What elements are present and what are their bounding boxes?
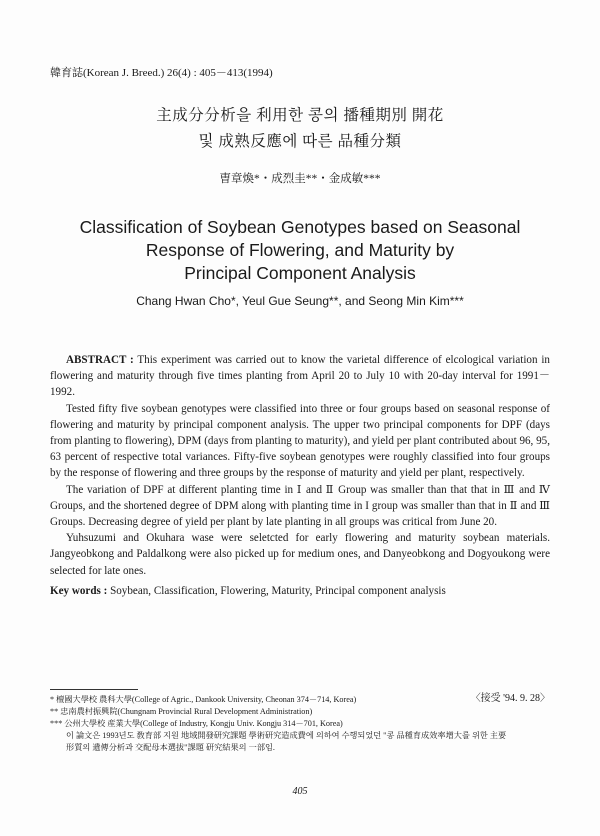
- keywords: [50, 583, 550, 599]
- keywords-text: Soybean, Classification, Flowering, Maturity, Principal component analysis: [107, 584, 446, 597]
- english-title-line-2: Response of Flowering, and Maturity by: [145, 240, 455, 260]
- korean-title-line-1: 主成分分析을 利用한 콩의 播種期別 開花: [156, 107, 444, 124]
- footnote-4-line-2: 形質의 遺傳分析과 交配母本選拔"課題 研究結果의 一部임.: [66, 743, 275, 752]
- english-title: [0, 216, 600, 285]
- english-title-line-1: Classification of Soybean Genotypes based on Seasonal: [79, 217, 521, 237]
- abstract-paragraph-4: Yuhsuzumi and Okuhara wase were seletcted for early flowering and maturity soybean materials. Jangyeobkong and Paldalkong were also picked up for medium ones, and Danyeobkong and Dogyoukong were selected for late ones.: [50, 532, 550, 577]
- footnote-1: [50, 694, 560, 706]
- footnote-1-text: * 檀國大學校 農科大學(College of Agric., Dankook University, Cheonan 374－714, Korea): [50, 695, 357, 704]
- abstract-paragraph-2: Tested fifty five soybean genotypes were classified into three or four groups based on seasonal response of flowering and maturity by principal component analysis. The upper two principal components for DPF (days from planting to flowering), DPM (days from planting to maturity), and yield per plant contributed about 96, 95, 63 percent of respective total variances. Fifty-five soybean genotypes were roughly classified into four groups by the response of flowering and three groups by the response of maturity and yield per plant, respectively.: [50, 402, 550, 480]
- abstract-paragraph-1: [50, 352, 550, 401]
- english-title-line-3: Principal Component Analysis: [184, 263, 416, 283]
- page-number: 405: [292, 786, 308, 797]
- korean-authors: 曺章煥*・成烈圭**・金成敏***: [219, 173, 381, 185]
- footnotes: [50, 694, 560, 754]
- keywords-label: Key words :: [50, 584, 108, 597]
- english-authors: Chang Hwan Cho*, Yeul Gue Seung**, and Seong Min Kim***: [136, 294, 464, 308]
- korean-title-line-2: 및 成熟反應에 따른 品種分類: [198, 133, 402, 150]
- footnote-3: *** 公州大學校 産業大學(College of Industry, Kongju Univ. Kongju 314－701, Korea): [50, 719, 343, 728]
- footnote-divider: [50, 689, 138, 690]
- abstract-text-1: This experiment was carried out to know the varietal difference of elcological variation in flowering and maturity through five times planting from April 20 to July 10 with 20-day interval for 1991－1992.: [50, 354, 550, 399]
- abstract-paragraph-3: The variation of DPF at different planting time in Ⅰ and Ⅱ Group was smaller than that that in Ⅲ and Ⅳ Groups, and the shortened degree of DPM along with planting time in I group was smaller than that in Ⅱ and Ⅲ Groups. Decreasing degree of yield per plant by late planting in all groups was critical from June 20.: [50, 483, 550, 529]
- received-date: 〈接受 '94. 9. 28〉: [470, 693, 550, 704]
- footnote-4-line-1: 이 論文은 1993년도 敎育部 지원 地域開發研究課題 學術研究造成費에 의하여 수행되었던 "콩 品種育成效率增大를 위한 主要: [66, 731, 507, 740]
- journal-reference: 韓育誌(Korean J. Breed.) 26(4) : 405－413(1994): [50, 67, 273, 79]
- abstract: [50, 352, 550, 599]
- abstract-label: ABSTRACT :: [66, 354, 134, 366]
- footnote-2: ** 忠南農村振興院(Chungnam Provincial Rural Development Administration): [50, 707, 313, 716]
- korean-title: [0, 103, 600, 155]
